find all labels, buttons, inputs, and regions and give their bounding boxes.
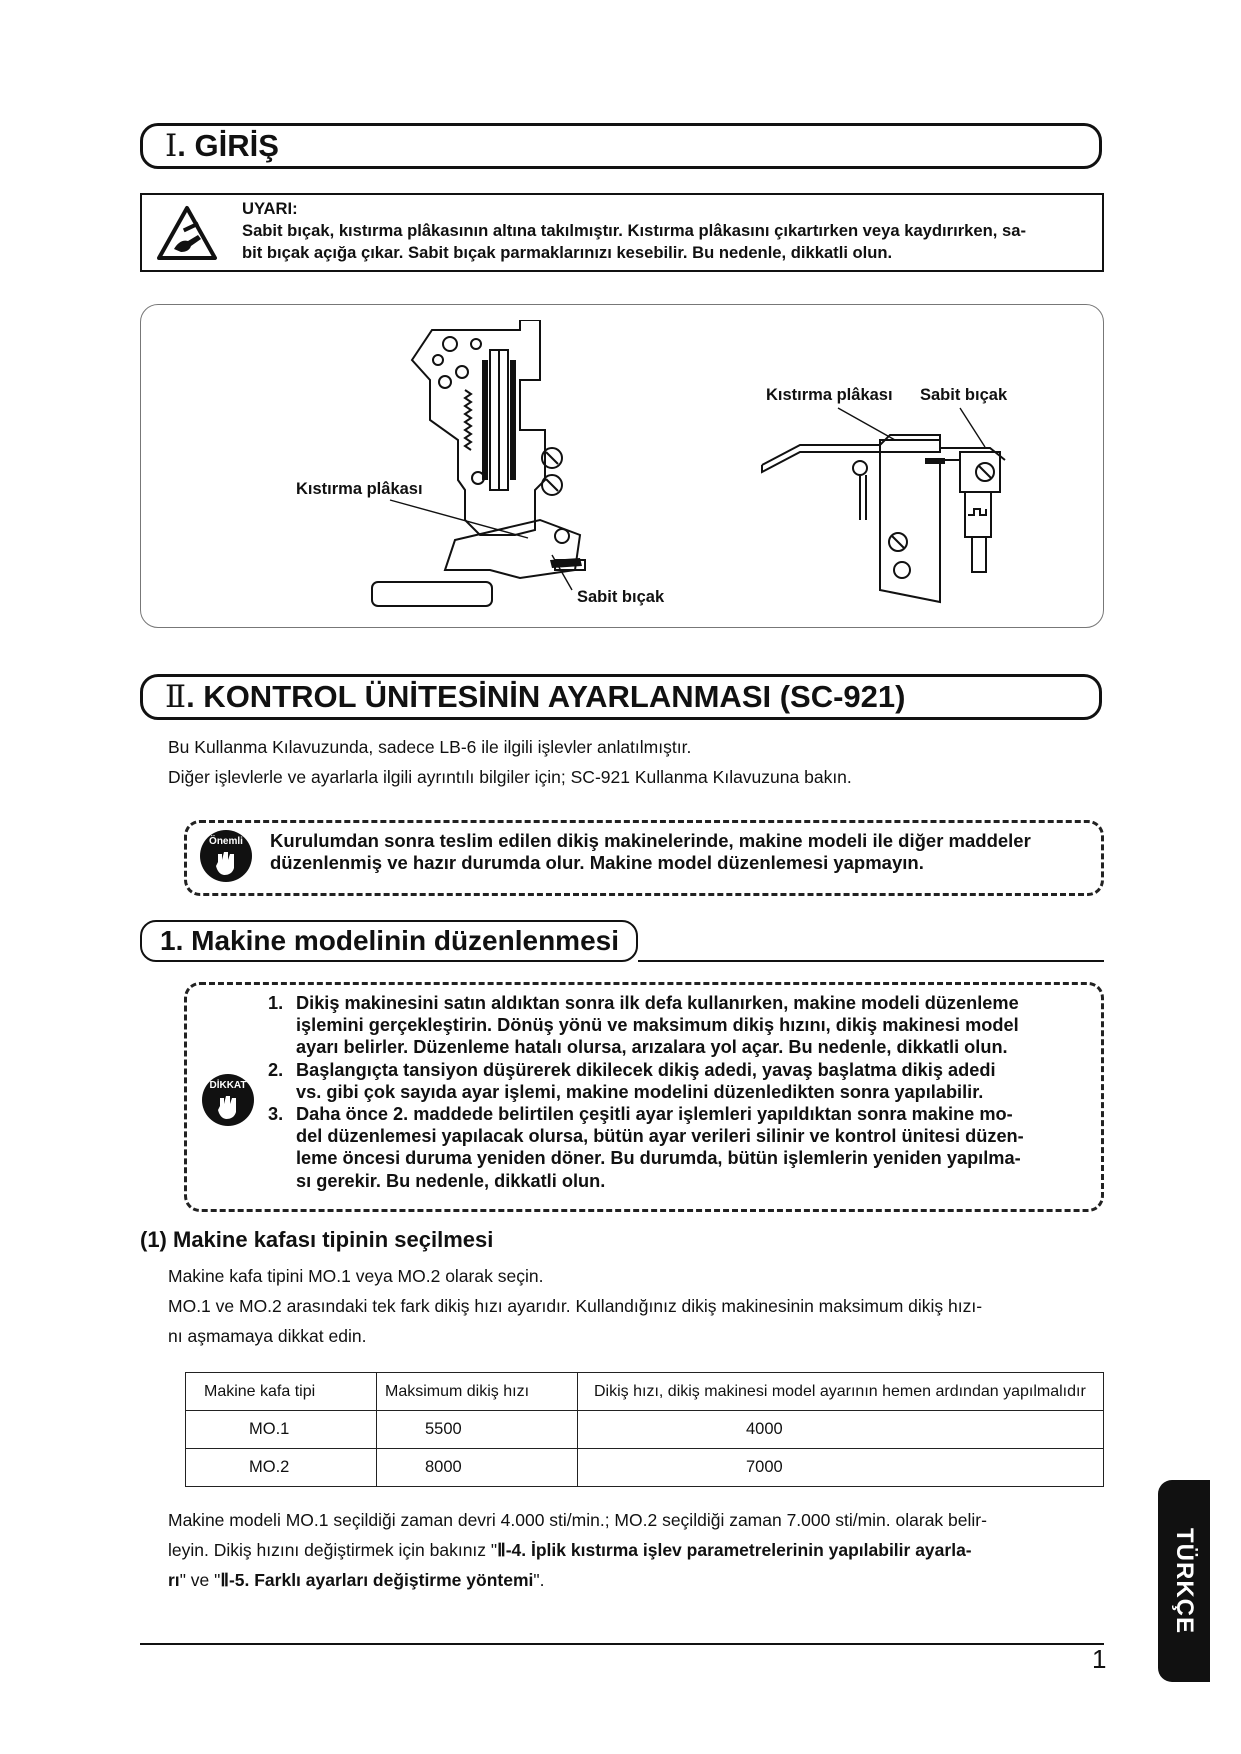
caution-icon-text: DİKKAT xyxy=(209,1080,247,1091)
caution-item: 3. Daha önce 2. maddede belirtilen çeşitli ayar işlemleri yapıldıktan sonra makine mo- del düzenlemesi yapılacak olursa, bütün ayar verileri silinir ve kontrol ünitesi düzen- leme öncesi duruma yeniden döner. Bu durumda, bütün işlemlerin yeniden yapılma- sı gerekir. Bu nedenle, dikkatli olun. xyxy=(268,1104,1024,1191)
step-1-line-2: MO.1 ve MO.2 arasındaki tek fark dikiş hızı ayarıdır. Kullandığınız dikiş makinesinin maksimum dikiş hızı- xyxy=(168,1296,983,1316)
closing-line-3: rı" ve "Ⅱ-5. Farklı ayarları değiştirme yöntemi". xyxy=(168,1570,545,1590)
page-number: 1 xyxy=(1092,1644,1107,1674)
table-header: Dikiş hızı, dikiş makinesi model ayarının hemen ardından yapılmalıdır xyxy=(578,1373,1104,1411)
table-row: MO.1 5500 4000 xyxy=(186,1411,1104,1449)
important-hand-icon xyxy=(200,830,252,882)
language-tab xyxy=(1158,1480,1210,1682)
warning-line-2: bit bıçak açığa çıkar. Sabit bıçak parmaklarınızı kesebilir. Bu nedenle, dikkatli olun. xyxy=(242,243,893,262)
footer-rule xyxy=(140,1643,1104,1645)
caution-item: 2. Başlangıçta tansiyon düşürerek dikilecek dikiş adedi, yavaş başlatma dikiş adedi vs. gibi çok sayıda ayar işlemi, makine modelini düzenledikten sonra yapılabilir. xyxy=(268,1059,996,1102)
section-2-numeral: Ⅱ xyxy=(165,679,187,715)
section-1-numeral: Ⅰ xyxy=(165,128,178,164)
warning-line-1: Sabit bıçak, kıstırma plâkasının altına takılmıştır. Kıstırma plâkasını çıkartırken veya kaydırırken, sa- xyxy=(242,221,1026,240)
intro-line-2: Diğer işlevlerle ve ayarlarla ilgili ayrıntılı bilgiler için; SC-921 Kullanma Kılavuzuna bakın. xyxy=(168,767,852,787)
caution-hand-icon xyxy=(202,1074,254,1126)
label-fixed-knife-left: Sabit bıçak xyxy=(577,588,665,606)
caution-item: 1. Dikiş makinesini satın aldıktan sonra ilk defa kullanırken, makine modeli düzenleme işlemini gerçekleştirin. Dönüş yönü ve maksimum dikiş hızını, dikiş makinesi model ayarı belirler. Düzenleme hatalı olursa, arızalara yol açar. Bu nedenle, dikkatli olun. xyxy=(268,993,1019,1058)
table-header: Makine kafa tipi xyxy=(186,1373,377,1411)
label-fixed-knife-right: Sabit bıçak xyxy=(920,386,1008,404)
speed-table xyxy=(185,1372,1104,1487)
label-clamp-plate-right: Kıstırma plâkası xyxy=(766,386,893,404)
intro-line-1: Bu Kullanma Kılavuzunda, sadece LB-6 ile ilgili işlevler anlatılmıştır. xyxy=(168,737,692,757)
section-1-title: . GİRİŞ xyxy=(177,128,279,163)
ref-2-5: Ⅱ-5. Farklı ayarları değiştirme yöntemi xyxy=(220,1570,534,1590)
closing-line-1: Makine modeli MO.1 seçildiği zaman devri 4.000 sti/min.; MO.2 seçildiği zaman 7.000 sti/min. olarak belir- xyxy=(168,1510,987,1530)
step-1-heading: (1) Makine kafası tipinin seçilmesi xyxy=(140,1227,494,1252)
subsection-heading: 1. Makine modelinin düzenlenmesi xyxy=(140,920,638,962)
section-2-title: . KONTROL ÜNİTESİNİN AYARLANMASI (SC-921) xyxy=(186,679,906,714)
subsection-rule xyxy=(638,960,1104,962)
section-2-heading xyxy=(140,674,1102,720)
warning-heading: UYARI: xyxy=(242,199,298,218)
table-header-row xyxy=(186,1373,1104,1411)
important-icon-text: Önemli xyxy=(209,836,243,847)
caution-list xyxy=(268,992,1098,1192)
label-clamp-plate-left: Kıstırma plâkası xyxy=(296,480,423,498)
important-line-2: düzenlenmiş ve hazır durumda olur. Makine model düzenlemesi yapmayın. xyxy=(270,852,924,873)
closing-line-2: leyin. Dikiş hızını değiştirmek için bakınız "Ⅱ-4. İplik kıstırma işlev parametrelerinin yapılabilir ayarla- xyxy=(168,1540,972,1560)
step-1-line-3: nı aşmamaya dikkat edin. xyxy=(168,1326,367,1346)
ref-2-4: Ⅱ-4. İplik kıstırma işlev parametrelerinin yapılabilir ayarla- xyxy=(497,1540,972,1560)
table-row: MO.2 8000 7000 xyxy=(186,1449,1104,1487)
table-header: Maksimum dikiş hızı xyxy=(377,1373,578,1411)
important-line-1: Kurulumdan sonra teslim edilen dikiş makinelerinde, makine modeli ile diğer maddeler xyxy=(270,830,1031,851)
step-1-line-1: Makine kafa tipini MO.1 veya MO.2 olarak seçin. xyxy=(168,1266,544,1286)
language-tab-label: TÜRKÇE xyxy=(1171,1528,1198,1634)
